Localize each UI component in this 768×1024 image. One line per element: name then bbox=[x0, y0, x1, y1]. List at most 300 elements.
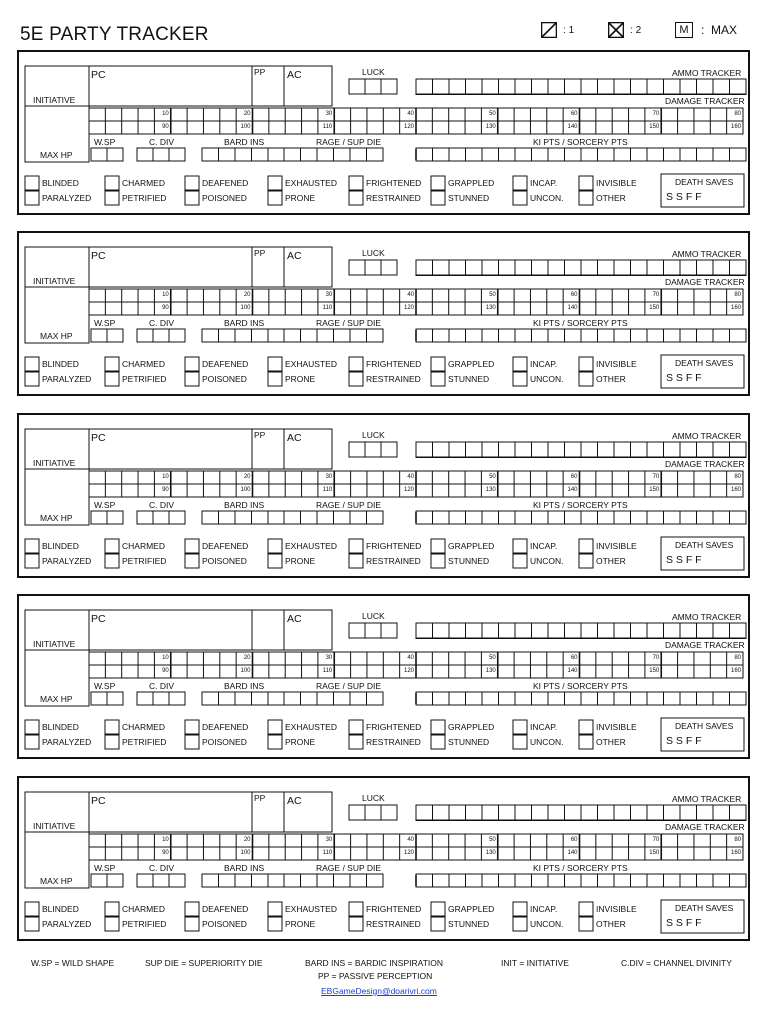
ammo-divider[interactable] bbox=[730, 275, 747, 276]
condition-checkbox-exhausted[interactable] bbox=[268, 357, 282, 371]
ammo-box[interactable] bbox=[598, 260, 615, 275]
condition-checkbox-prone[interactable] bbox=[268, 917, 282, 931]
condition-checkbox-restrained[interactable] bbox=[349, 554, 363, 568]
ki-sorcery-box[interactable] bbox=[466, 148, 483, 161]
ki-sorcery-box[interactable] bbox=[664, 874, 681, 887]
ammo-divider[interactable] bbox=[713, 457, 730, 458]
condition-checkbox-poisoned[interactable] bbox=[185, 735, 199, 749]
ki-sorcery-box[interactable] bbox=[713, 148, 730, 161]
ammo-box[interactable] bbox=[598, 79, 615, 94]
rage-sup-die-box[interactable] bbox=[367, 511, 384, 524]
condition-checkbox-prone[interactable] bbox=[268, 372, 282, 386]
ki-sorcery-box[interactable] bbox=[449, 874, 466, 887]
channel-divinity-box[interactable] bbox=[169, 511, 185, 524]
pp-field[interactable] bbox=[252, 610, 284, 650]
condition-checkbox-other[interactable] bbox=[579, 191, 593, 205]
bardic-inspiration-box[interactable] bbox=[202, 874, 219, 887]
ammo-divider[interactable] bbox=[449, 275, 466, 276]
ki-sorcery-box[interactable] bbox=[433, 874, 450, 887]
ki-sorcery-box[interactable] bbox=[697, 874, 714, 887]
ammo-box[interactable] bbox=[697, 442, 714, 457]
ammo-divider[interactable] bbox=[466, 457, 483, 458]
ammo-divider[interactable] bbox=[598, 457, 615, 458]
ammo-divider[interactable] bbox=[515, 638, 532, 639]
condition-checkbox-blinded[interactable] bbox=[25, 357, 39, 371]
ammo-box[interactable] bbox=[598, 442, 615, 457]
bardic-inspiration-box[interactable] bbox=[219, 874, 236, 887]
ammo-divider[interactable] bbox=[416, 457, 433, 458]
condition-checkbox-other[interactable] bbox=[579, 554, 593, 568]
ammo-divider[interactable] bbox=[697, 275, 714, 276]
ki-sorcery-box[interactable] bbox=[664, 148, 681, 161]
luck-box[interactable] bbox=[349, 79, 365, 94]
ki-sorcery-box[interactable] bbox=[697, 148, 714, 161]
ammo-divider[interactable] bbox=[499, 820, 516, 821]
ammo-box[interactable] bbox=[631, 805, 648, 820]
condition-checkbox-blinded[interactable] bbox=[25, 902, 39, 916]
luck-box[interactable] bbox=[381, 805, 397, 820]
ammo-box[interactable] bbox=[482, 442, 499, 457]
bardic-inspiration-box[interactable] bbox=[219, 511, 236, 524]
ammo-divider[interactable] bbox=[499, 275, 516, 276]
rage-sup-die-box[interactable] bbox=[284, 329, 301, 342]
condition-checkbox-exhausted[interactable] bbox=[268, 902, 282, 916]
ammo-box[interactable] bbox=[515, 442, 532, 457]
rage-sup-die-box[interactable] bbox=[317, 329, 334, 342]
condition-checkbox-deafened[interactable] bbox=[185, 176, 199, 190]
ammo-box[interactable] bbox=[466, 805, 483, 820]
ammo-box[interactable] bbox=[548, 442, 565, 457]
ammo-divider[interactable] bbox=[565, 457, 582, 458]
ammo-divider[interactable] bbox=[565, 638, 582, 639]
ki-sorcery-box[interactable] bbox=[449, 692, 466, 705]
ammo-divider[interactable] bbox=[466, 94, 483, 95]
channel-divinity-box[interactable] bbox=[169, 692, 185, 705]
ammo-box[interactable] bbox=[416, 260, 433, 275]
ki-sorcery-box[interactable] bbox=[730, 148, 747, 161]
ammo-divider[interactable] bbox=[647, 94, 664, 95]
ammo-box[interactable] bbox=[482, 805, 499, 820]
ammo-divider[interactable] bbox=[664, 275, 681, 276]
condition-checkbox-restrained[interactable] bbox=[349, 735, 363, 749]
ki-sorcery-box[interactable] bbox=[565, 148, 582, 161]
ammo-divider[interactable] bbox=[466, 275, 483, 276]
ki-sorcery-box[interactable] bbox=[614, 148, 631, 161]
death-save-marks[interactable]: S S F F bbox=[666, 554, 702, 566]
ammo-box[interactable] bbox=[416, 79, 433, 94]
bardic-inspiration-box[interactable] bbox=[202, 329, 219, 342]
ki-sorcery-box[interactable] bbox=[730, 874, 747, 887]
luck-box[interactable] bbox=[349, 623, 365, 638]
condition-checkbox-frightened[interactable] bbox=[349, 176, 363, 190]
condition-checkbox-stunned[interactable] bbox=[431, 735, 445, 749]
ammo-box[interactable] bbox=[647, 805, 664, 820]
ammo-box[interactable] bbox=[515, 623, 532, 638]
ammo-box[interactable] bbox=[730, 260, 747, 275]
condition-checkbox-restrained[interactable] bbox=[349, 372, 363, 386]
condition-checkbox-petrified[interactable] bbox=[105, 554, 119, 568]
ammo-box[interactable] bbox=[614, 79, 631, 94]
ki-sorcery-box[interactable] bbox=[697, 511, 714, 524]
ammo-box[interactable] bbox=[466, 442, 483, 457]
ammo-box[interactable] bbox=[466, 623, 483, 638]
channel-divinity-box[interactable] bbox=[153, 511, 169, 524]
ammo-box[interactable] bbox=[730, 442, 747, 457]
condition-checkbox-uncon[interactable] bbox=[513, 191, 527, 205]
ammo-box[interactable] bbox=[664, 79, 681, 94]
ammo-divider[interactable] bbox=[433, 94, 450, 95]
rage-sup-die-box[interactable] bbox=[317, 511, 334, 524]
wild-shape-box[interactable] bbox=[91, 148, 107, 161]
ki-sorcery-box[interactable] bbox=[499, 329, 516, 342]
rage-sup-die-box[interactable] bbox=[301, 511, 318, 524]
ammo-divider[interactable] bbox=[664, 457, 681, 458]
ammo-box[interactable] bbox=[631, 442, 648, 457]
wild-shape-box[interactable] bbox=[107, 692, 123, 705]
ammo-box[interactable] bbox=[433, 260, 450, 275]
ki-sorcery-box[interactable] bbox=[565, 329, 582, 342]
ammo-box[interactable] bbox=[697, 805, 714, 820]
ammo-divider[interactable] bbox=[515, 275, 532, 276]
ammo-divider[interactable] bbox=[433, 820, 450, 821]
ammo-box[interactable] bbox=[680, 442, 697, 457]
ammo-box[interactable] bbox=[565, 442, 582, 457]
ki-sorcery-box[interactable] bbox=[466, 329, 483, 342]
bardic-inspiration-box[interactable] bbox=[235, 692, 252, 705]
ammo-box[interactable] bbox=[449, 623, 466, 638]
ki-sorcery-box[interactable] bbox=[680, 692, 697, 705]
ki-sorcery-box[interactable] bbox=[416, 874, 433, 887]
luck-box[interactable] bbox=[381, 79, 397, 94]
ki-sorcery-box[interactable] bbox=[515, 692, 532, 705]
condition-checkbox-frightened[interactable] bbox=[349, 902, 363, 916]
ammo-divider[interactable] bbox=[680, 457, 697, 458]
ammo-divider[interactable] bbox=[449, 820, 466, 821]
ki-sorcery-box[interactable] bbox=[548, 692, 565, 705]
ammo-box[interactable] bbox=[466, 79, 483, 94]
ammo-box[interactable] bbox=[664, 805, 681, 820]
channel-divinity-box[interactable] bbox=[153, 874, 169, 887]
ammo-divider[interactable] bbox=[515, 94, 532, 95]
ki-sorcery-box[interactable] bbox=[433, 511, 450, 524]
ammo-divider[interactable] bbox=[664, 820, 681, 821]
ki-sorcery-box[interactable] bbox=[433, 329, 450, 342]
ki-sorcery-box[interactable] bbox=[515, 329, 532, 342]
ammo-box[interactable] bbox=[730, 805, 747, 820]
condition-checkbox-exhausted[interactable] bbox=[268, 720, 282, 734]
bardic-inspiration-box[interactable] bbox=[268, 874, 285, 887]
condition-checkbox-poisoned[interactable] bbox=[185, 554, 199, 568]
rage-sup-die-box[interactable] bbox=[367, 874, 384, 887]
condition-checkbox-exhausted[interactable] bbox=[268, 176, 282, 190]
ki-sorcery-box[interactable] bbox=[581, 874, 598, 887]
ki-sorcery-box[interactable] bbox=[598, 511, 615, 524]
condition-checkbox-frightened[interactable] bbox=[349, 539, 363, 553]
ki-sorcery-box[interactable] bbox=[515, 874, 532, 887]
luck-box[interactable] bbox=[381, 623, 397, 638]
ammo-box[interactable] bbox=[697, 623, 714, 638]
pc-name-field[interactable] bbox=[89, 429, 252, 469]
channel-divinity-box[interactable] bbox=[153, 692, 169, 705]
condition-checkbox-other[interactable] bbox=[579, 917, 593, 931]
ammo-divider[interactable] bbox=[482, 94, 499, 95]
ki-sorcery-box[interactable] bbox=[482, 329, 499, 342]
ammo-divider[interactable] bbox=[449, 638, 466, 639]
condition-checkbox-deafened[interactable] bbox=[185, 357, 199, 371]
condition-checkbox-frightened[interactable] bbox=[349, 720, 363, 734]
ammo-box[interactable] bbox=[730, 79, 747, 94]
ammo-box[interactable] bbox=[515, 260, 532, 275]
ammo-divider[interactable] bbox=[532, 275, 549, 276]
ammo-divider[interactable] bbox=[499, 94, 516, 95]
condition-checkbox-petrified[interactable] bbox=[105, 372, 119, 386]
condition-checkbox-charmed[interactable] bbox=[105, 539, 119, 553]
ammo-box[interactable] bbox=[565, 260, 582, 275]
rage-sup-die-box[interactable] bbox=[334, 874, 351, 887]
condition-checkbox-paralyzed[interactable] bbox=[25, 554, 39, 568]
ammo-box[interactable] bbox=[499, 260, 516, 275]
condition-checkbox-incap[interactable] bbox=[513, 539, 527, 553]
ki-sorcery-box[interactable] bbox=[581, 329, 598, 342]
bardic-inspiration-box[interactable] bbox=[252, 511, 269, 524]
ammo-box[interactable] bbox=[449, 442, 466, 457]
ammo-box[interactable] bbox=[598, 805, 615, 820]
condition-checkbox-prone[interactable] bbox=[268, 735, 282, 749]
ammo-divider[interactable] bbox=[548, 94, 565, 95]
bardic-inspiration-box[interactable] bbox=[202, 692, 219, 705]
condition-checkbox-stunned[interactable] bbox=[431, 372, 445, 386]
condition-checkbox-grappled[interactable] bbox=[431, 720, 445, 734]
ki-sorcery-box[interactable] bbox=[532, 511, 549, 524]
ammo-divider[interactable] bbox=[680, 275, 697, 276]
ammo-divider[interactable] bbox=[433, 457, 450, 458]
ki-sorcery-box[interactable] bbox=[466, 692, 483, 705]
condition-checkbox-stunned[interactable] bbox=[431, 917, 445, 931]
ammo-box[interactable] bbox=[713, 442, 730, 457]
ki-sorcery-box[interactable] bbox=[532, 329, 549, 342]
condition-checkbox-deafened[interactable] bbox=[185, 720, 199, 734]
ammo-divider[interactable] bbox=[664, 94, 681, 95]
luck-box[interactable] bbox=[381, 442, 397, 457]
ammo-divider[interactable] bbox=[680, 820, 697, 821]
ammo-box[interactable] bbox=[631, 260, 648, 275]
rage-sup-die-box[interactable] bbox=[284, 692, 301, 705]
wild-shape-box[interactable] bbox=[91, 874, 107, 887]
ki-sorcery-box[interactable] bbox=[499, 692, 516, 705]
luck-box[interactable] bbox=[365, 623, 381, 638]
rage-sup-die-box[interactable] bbox=[301, 692, 318, 705]
pc-name-field[interactable] bbox=[89, 247, 252, 287]
ki-sorcery-box[interactable] bbox=[515, 148, 532, 161]
ammo-divider[interactable] bbox=[614, 820, 631, 821]
ammo-box[interactable] bbox=[680, 260, 697, 275]
condition-checkbox-frightened[interactable] bbox=[349, 357, 363, 371]
ki-sorcery-box[interactable] bbox=[548, 148, 565, 161]
ki-sorcery-box[interactable] bbox=[647, 874, 664, 887]
ki-sorcery-box[interactable] bbox=[482, 148, 499, 161]
ammo-divider[interactable] bbox=[499, 638, 516, 639]
ammo-divider[interactable] bbox=[730, 820, 747, 821]
condition-checkbox-grappled[interactable] bbox=[431, 539, 445, 553]
ammo-divider[interactable] bbox=[433, 638, 450, 639]
ammo-divider[interactable] bbox=[466, 638, 483, 639]
condition-checkbox-other[interactable] bbox=[579, 372, 593, 386]
channel-divinity-box[interactable] bbox=[137, 692, 153, 705]
ammo-divider[interactable] bbox=[631, 275, 648, 276]
ki-sorcery-box[interactable] bbox=[449, 511, 466, 524]
ki-sorcery-box[interactable] bbox=[614, 692, 631, 705]
ki-sorcery-box[interactable] bbox=[697, 692, 714, 705]
condition-checkbox-deafened[interactable] bbox=[185, 539, 199, 553]
wild-shape-box[interactable] bbox=[107, 329, 123, 342]
wild-shape-box[interactable] bbox=[107, 148, 123, 161]
channel-divinity-box[interactable] bbox=[153, 148, 169, 161]
ammo-divider[interactable] bbox=[598, 638, 615, 639]
channel-divinity-box[interactable] bbox=[137, 874, 153, 887]
ki-sorcery-box[interactable] bbox=[614, 511, 631, 524]
condition-checkbox-paralyzed[interactable] bbox=[25, 372, 39, 386]
ammo-box[interactable] bbox=[581, 79, 598, 94]
ki-sorcery-box[interactable] bbox=[664, 329, 681, 342]
ammo-divider[interactable] bbox=[647, 275, 664, 276]
ki-sorcery-box[interactable] bbox=[565, 511, 582, 524]
ki-sorcery-box[interactable] bbox=[482, 511, 499, 524]
condition-checkbox-restrained[interactable] bbox=[349, 191, 363, 205]
pc-name-field[interactable] bbox=[89, 610, 252, 650]
bardic-inspiration-box[interactable] bbox=[219, 148, 236, 161]
rage-sup-die-box[interactable] bbox=[334, 511, 351, 524]
ki-sorcery-box[interactable] bbox=[466, 511, 483, 524]
ki-sorcery-box[interactable] bbox=[680, 511, 697, 524]
ammo-divider[interactable] bbox=[499, 457, 516, 458]
bardic-inspiration-box[interactable] bbox=[219, 692, 236, 705]
ki-sorcery-box[interactable] bbox=[680, 329, 697, 342]
ammo-box[interactable] bbox=[647, 442, 664, 457]
ki-sorcery-box[interactable] bbox=[730, 511, 747, 524]
ammo-box[interactable] bbox=[713, 79, 730, 94]
bardic-inspiration-box[interactable] bbox=[268, 329, 285, 342]
condition-checkbox-uncon[interactable] bbox=[513, 735, 527, 749]
ammo-box[interactable] bbox=[482, 79, 499, 94]
ki-sorcery-box[interactable] bbox=[713, 692, 730, 705]
ammo-divider[interactable] bbox=[598, 94, 615, 95]
ammo-box[interactable] bbox=[515, 79, 532, 94]
ammo-box[interactable] bbox=[664, 260, 681, 275]
bardic-inspiration-box[interactable] bbox=[202, 148, 219, 161]
ammo-box[interactable] bbox=[581, 442, 598, 457]
condition-checkbox-poisoned[interactable] bbox=[185, 372, 199, 386]
ammo-box[interactable] bbox=[416, 805, 433, 820]
ki-sorcery-box[interactable] bbox=[482, 874, 499, 887]
bardic-inspiration-box[interactable] bbox=[268, 692, 285, 705]
ki-sorcery-box[interactable] bbox=[647, 148, 664, 161]
ammo-box[interactable] bbox=[532, 79, 549, 94]
ki-sorcery-box[interactable] bbox=[598, 874, 615, 887]
ki-sorcery-box[interactable] bbox=[614, 329, 631, 342]
ammo-divider[interactable] bbox=[614, 275, 631, 276]
ammo-box[interactable] bbox=[581, 623, 598, 638]
condition-checkbox-invisible[interactable] bbox=[579, 902, 593, 916]
ammo-box[interactable] bbox=[499, 623, 516, 638]
ki-sorcery-box[interactable] bbox=[499, 148, 516, 161]
rage-sup-die-box[interactable] bbox=[367, 329, 384, 342]
luck-box[interactable] bbox=[349, 260, 365, 275]
ki-sorcery-box[interactable] bbox=[730, 329, 747, 342]
ammo-box[interactable] bbox=[532, 623, 549, 638]
ammo-box[interactable] bbox=[598, 623, 615, 638]
ammo-box[interactable] bbox=[581, 805, 598, 820]
ammo-box[interactable] bbox=[647, 260, 664, 275]
ammo-divider[interactable] bbox=[713, 820, 730, 821]
rage-sup-die-box[interactable] bbox=[284, 874, 301, 887]
ki-sorcery-box[interactable] bbox=[631, 329, 648, 342]
ammo-divider[interactable] bbox=[416, 820, 433, 821]
ki-sorcery-box[interactable] bbox=[598, 692, 615, 705]
ammo-box[interactable] bbox=[631, 623, 648, 638]
bardic-inspiration-box[interactable] bbox=[219, 329, 236, 342]
ammo-divider[interactable] bbox=[614, 457, 631, 458]
ki-sorcery-box[interactable] bbox=[449, 329, 466, 342]
pc-name-field[interactable] bbox=[89, 792, 252, 832]
ki-sorcery-box[interactable] bbox=[664, 692, 681, 705]
ki-sorcery-box[interactable] bbox=[713, 874, 730, 887]
ki-sorcery-box[interactable] bbox=[433, 148, 450, 161]
ammo-divider[interactable] bbox=[730, 638, 747, 639]
ki-sorcery-box[interactable] bbox=[532, 874, 549, 887]
death-save-marks[interactable]: S S F F bbox=[666, 191, 702, 203]
pc-name-field[interactable] bbox=[89, 66, 252, 106]
ammo-divider[interactable] bbox=[548, 457, 565, 458]
channel-divinity-box[interactable] bbox=[137, 329, 153, 342]
luck-box[interactable] bbox=[365, 805, 381, 820]
ki-sorcery-box[interactable] bbox=[449, 148, 466, 161]
ammo-divider[interactable] bbox=[730, 457, 747, 458]
rage-sup-die-box[interactable] bbox=[334, 329, 351, 342]
channel-divinity-box[interactable] bbox=[153, 329, 169, 342]
condition-checkbox-invisible[interactable] bbox=[579, 539, 593, 553]
ammo-divider[interactable] bbox=[631, 638, 648, 639]
death-save-marks[interactable]: S S F F bbox=[666, 735, 702, 747]
death-save-marks[interactable]: S S F F bbox=[666, 372, 702, 384]
ammo-box[interactable] bbox=[433, 623, 450, 638]
bardic-inspiration-box[interactable] bbox=[252, 874, 269, 887]
ammo-divider[interactable] bbox=[713, 275, 730, 276]
ki-sorcery-box[interactable] bbox=[598, 329, 615, 342]
ki-sorcery-box[interactable] bbox=[565, 874, 582, 887]
ammo-divider[interactable] bbox=[449, 94, 466, 95]
ammo-box[interactable] bbox=[713, 260, 730, 275]
condition-checkbox-charmed[interactable] bbox=[105, 902, 119, 916]
condition-checkbox-incap[interactable] bbox=[513, 720, 527, 734]
ammo-divider[interactable] bbox=[416, 275, 433, 276]
ammo-box[interactable] bbox=[730, 623, 747, 638]
channel-divinity-box[interactable] bbox=[137, 148, 153, 161]
rage-sup-die-box[interactable] bbox=[301, 148, 318, 161]
bardic-inspiration-box[interactable] bbox=[235, 874, 252, 887]
ki-sorcery-box[interactable] bbox=[680, 148, 697, 161]
condition-checkbox-invisible[interactable] bbox=[579, 357, 593, 371]
bardic-inspiration-box[interactable] bbox=[202, 511, 219, 524]
ammo-box[interactable] bbox=[664, 442, 681, 457]
condition-checkbox-uncon[interactable] bbox=[513, 554, 527, 568]
ki-sorcery-box[interactable] bbox=[730, 692, 747, 705]
ammo-box[interactable] bbox=[713, 805, 730, 820]
condition-checkbox-paralyzed[interactable] bbox=[25, 917, 39, 931]
ammo-box[interactable] bbox=[482, 260, 499, 275]
ammo-box[interactable] bbox=[433, 442, 450, 457]
ki-sorcery-box[interactable] bbox=[581, 148, 598, 161]
condition-checkbox-incap[interactable] bbox=[513, 357, 527, 371]
